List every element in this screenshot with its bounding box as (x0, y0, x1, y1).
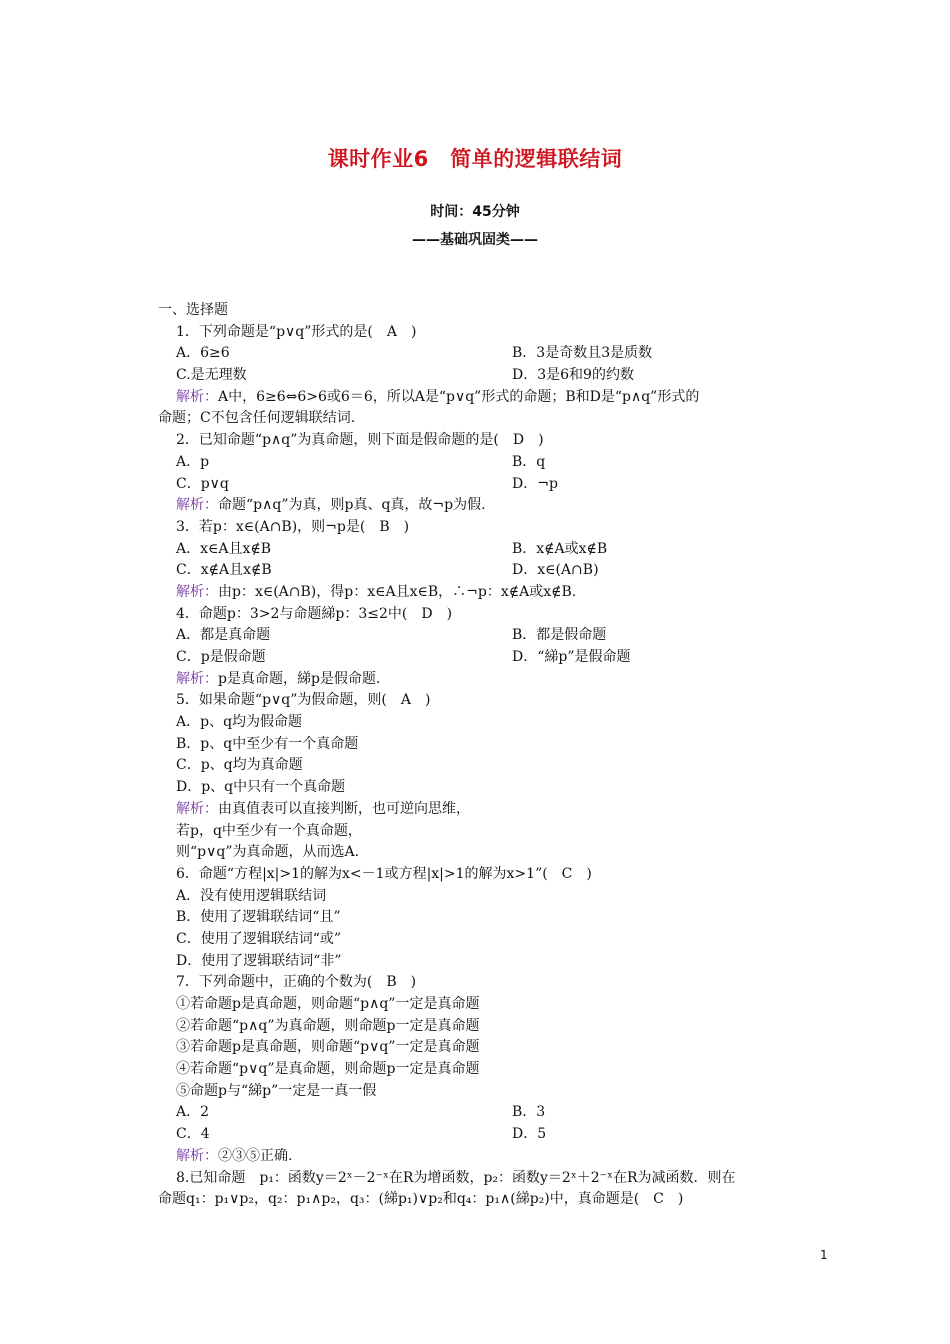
explanation-text: 由真值表可以直接判断，也可逆向思维， (218, 800, 470, 817)
page-number: 1 (820, 1248, 828, 1262)
text-line: 5．如果命题“p∨q”为假命题，则( A ) (176, 692, 431, 709)
explanation-text: 命题“p∧q”为真，则p真、q真，故¬p为假. (218, 497, 486, 514)
option-right: B．3 (512, 1104, 546, 1121)
option-right: D．x∈(A∩B) (512, 562, 599, 579)
text-line: A．p、q均为假命题 (176, 714, 303, 731)
option-left: C．p是假命题 (176, 649, 266, 665)
explanation-line (158, 1146, 808, 1168)
option-left: C．p∨q (176, 475, 229, 492)
option-right: D．“綈p”是假命题 (512, 649, 631, 665)
explanation-text: 由p：x∈(A∩B)，得p：x∈A且x∈B，∴¬p：x∉A或x∉B. (218, 583, 577, 600)
text-line: D．使用了逻辑联结词“非” (176, 952, 342, 969)
text-line: 7．下列命题中，正确的个数为( B ) (176, 974, 417, 991)
explanation-line (158, 387, 808, 409)
explanation-text: p是真命题，綈p是假命题. (218, 670, 381, 687)
explanation-line (158, 799, 808, 821)
text-line: B．使用了逻辑联结词“且” (176, 909, 341, 926)
option-row (158, 452, 808, 474)
explanation-label: 解析： (176, 497, 218, 514)
option-left: C．4 (176, 1126, 210, 1143)
explanation-label: 解析： (176, 583, 218, 600)
explanation-line (158, 669, 808, 691)
explanation-label: 解析： (176, 800, 218, 817)
option-right: D．5 (512, 1126, 547, 1143)
option-row (158, 343, 808, 365)
text-line: 3．若p：x∈(A∩B)，则¬p是( B ) (176, 518, 410, 535)
explanation-line (158, 582, 808, 604)
text-line: ⑤命题p与“綈p”一定是一真一假 (176, 1082, 377, 1099)
text-line: A．没有使用逻辑联结词 (176, 887, 327, 904)
explanation-label: 解析： (176, 670, 218, 687)
text-line: ②若命题“p∧q”为真命题，则命题p一定是真命题 (176, 1017, 480, 1034)
explanation-line (158, 495, 808, 517)
question-list (158, 300, 808, 1211)
text-line: ①若命题p是真命题，则命题“p∧q”一定是真命题 (176, 996, 480, 1012)
explanation-continuation: 命题；C不包含任何逻辑联结词. (158, 410, 356, 427)
text-line: 命题q₁：p₁∨p₂，q₂：p₁∧p₂，q₃：(綈p₁)∨p₂和q₄：p₁∧(綈p₂)中，真命题是( C ) (158, 1191, 684, 1208)
explanation-label: 解析： (176, 388, 218, 405)
option-row (158, 1102, 808, 1124)
text-line: ③若命题p是真命题，则命题“p∨q”一定是真命题 (176, 1039, 480, 1056)
option-left: A．2 (176, 1104, 210, 1121)
text-line: 若p，q中至少有一个真命题， (176, 822, 362, 839)
option-right: B．q (512, 453, 546, 470)
option-row (158, 625, 808, 647)
text-line: B．p、q中至少有一个真命题 (176, 735, 359, 752)
option-left: C．x∉A且x∉B (176, 562, 272, 579)
option-right: B．x∉A或x∉B (512, 540, 608, 557)
option-left: A．p (176, 453, 210, 470)
text-line: ④若命题“p∨q”是真命题，则命题p一定是真命题 (176, 1061, 480, 1078)
option-right: D．¬p (512, 475, 558, 492)
option-row (158, 647, 808, 669)
option-right: B．都是假命题 (512, 627, 607, 644)
option-left: A．6≥6 (176, 345, 230, 362)
option-right: B．3是奇数且3是质数 (512, 345, 653, 362)
explanation-text: ②③⑤正确. (218, 1147, 293, 1164)
option-left: C.是无理数 (176, 367, 247, 384)
explanation-text: A中，6≥6⇔6>6或6＝6，所以A是“p∨q”形式的命题；B和D是“p∧q”形式的 (218, 388, 700, 405)
option-right: D．3是6和9的约数 (512, 367, 634, 384)
option-row (158, 560, 808, 582)
text-line: 一、选择题 (158, 302, 228, 318)
text-line: 6．命题“方程|x|>1的解为x<－1或方程|x|>1的解为x>1”( C ) (176, 865, 592, 882)
option-row (158, 1124, 808, 1146)
option-left: A．都是真命题 (176, 627, 271, 644)
text-line: 2．已知命题“p∧q”为真命题，则下面是假命题的是( D ) (176, 432, 544, 449)
text-line: 1．下列命题是“p∨q”形式的是( A ) (176, 323, 417, 340)
option-left: A．x∈A且x∉B (176, 540, 272, 557)
text-line: 8.已知命题 p₁：函数y＝2ˣ－2⁻ˣ在R为增函数，p₂：函数y＝2ˣ＋2⁻ˣ在R为减函数．则在 (176, 1169, 736, 1186)
explanation-label: 解析： (176, 1147, 218, 1164)
option-row (158, 474, 808, 496)
text-line: 4．命题p：3>2与命题綈p：3≤2中( D ) (176, 605, 453, 622)
text-line: C．使用了逻辑联结词“或” (176, 930, 342, 947)
option-row (158, 539, 808, 561)
text-line: D．p、q中只有一个真命题 (176, 779, 346, 796)
time-limit: 时间：45分钟 (430, 204, 520, 220)
section-heading: ——基础巩固类—— (412, 232, 538, 248)
page-title: 课时作业6 简单的逻辑联结词 (327, 147, 623, 171)
text-line: 则“p∨q”为真命题，从而选A. (176, 844, 360, 861)
text-line: C．p、q均为真命题 (176, 757, 303, 774)
option-row (158, 365, 808, 387)
